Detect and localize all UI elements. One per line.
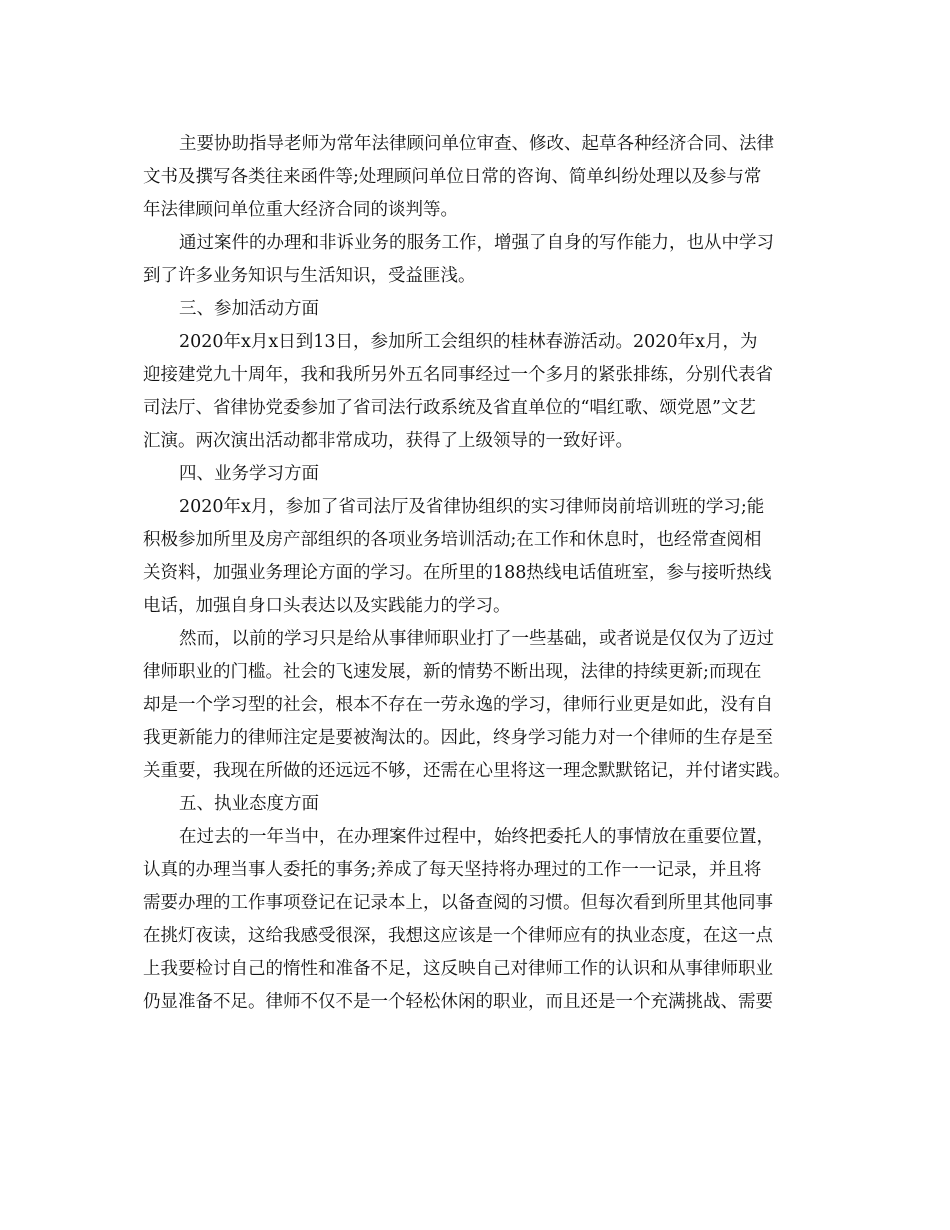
text-line: 关重要，我现在所做的还远远不够，还需在心里将这一理念默默铭记，并付诸实践。 xyxy=(143,761,791,781)
text-line: 在挑灯夜读，这给我感受很深，我想这应该是一个律师应有的执业态度，在这一点 xyxy=(143,926,773,946)
document-body xyxy=(143,128,823,1019)
text-line: 2020年x月x日到13日，参加所工会组织的桂林春游活动。2020年x月，为 xyxy=(179,332,758,352)
text-line: 年法律顾问单位重大经济合同的谈判等。 xyxy=(143,200,458,220)
text-line: 三、参加活动方面 xyxy=(179,299,319,319)
text-line: 律师职业的门槛。社会的飞速发展，新的情势不断出现，法律的持续更新;而现在 xyxy=(143,662,762,682)
text-line: 关资料，加强业务理论方面的学习。在所里的188热线电话值班室，参与接听热线 xyxy=(143,563,772,583)
text-line: 司法厅、省律协党委参加了省司法行政系统及省直单位的“唱红歌、颂党恩”文艺 xyxy=(143,398,756,418)
text-line: 仍显准备不足。律师不仅不是一个轻松休闲的职业，而且还是一个充满挑战、需要 xyxy=(143,992,773,1012)
text-line: 通过案件的办理和非诉业务的服务工作，增强了自身的写作能力，也从中学习 xyxy=(179,233,774,253)
text-line: 四、业务学习方面 xyxy=(179,464,319,484)
text-line: 电话，加强自身口头表达以及实践能力的学习。 xyxy=(143,596,511,616)
text-line: 汇演。两次演出活动都非常成功，获得了上级领导的一致好评。 xyxy=(143,431,633,451)
text-line: 2020年x月，参加了省司法厅及省律协组织的实习律师岗前培训班的学习;能 xyxy=(179,497,765,517)
text-line: 然而，以前的学习只是给从事律师职业打了一些基础，或者说是仅仅为了迈过 xyxy=(179,629,774,649)
text-line: 认真的办理当事人委托的事务;养成了每天坚持将办理过的工作一一记录，并且将 xyxy=(143,860,762,880)
text-line: 到了许多业务知识与生活知识，受益匪浅。 xyxy=(143,266,476,286)
text-line: 文书及撰写各类往来函件等;处理顾问单位日常的咨询、简单纠纷处理以及参与常 xyxy=(143,167,762,187)
text-line: 需要办理的工作事项登记在记录本上，以备查阅的习惯。但每次看到所里其他同事 xyxy=(143,893,773,913)
text-line: 迎接建党九十周年，我和我所另外五名同事经过一个多月的紧张排练，分别代表省 xyxy=(143,365,773,385)
text-line: 五、执业态度方面 xyxy=(179,794,319,814)
text-line: 我更新能力的律师注定是要被淘汰的。因此，终身学习能力对一个律师的生存是至 xyxy=(143,728,773,748)
text-line: 积极参加所里及房产部组织的各项业务培训活动;在工作和休息时，也经常查阅相 xyxy=(143,530,762,550)
text-line: 在过去的一年当中，在办理案件过程中，始终把委托人的事情放在重要位置， xyxy=(179,827,774,847)
text-line: 主要协助指导老师为常年法律顾问单位审查、修改、起草各种经济合同、法律 xyxy=(179,134,774,154)
text-line: 却是一个学习型的社会，根本不存在一劳永逸的学习，律师行业更是如此，没有自 xyxy=(143,695,773,715)
text-line: 上我要检讨自己的惰性和准备不足，这反映自己对律师工作的认识和从事律师职业 xyxy=(143,959,773,979)
